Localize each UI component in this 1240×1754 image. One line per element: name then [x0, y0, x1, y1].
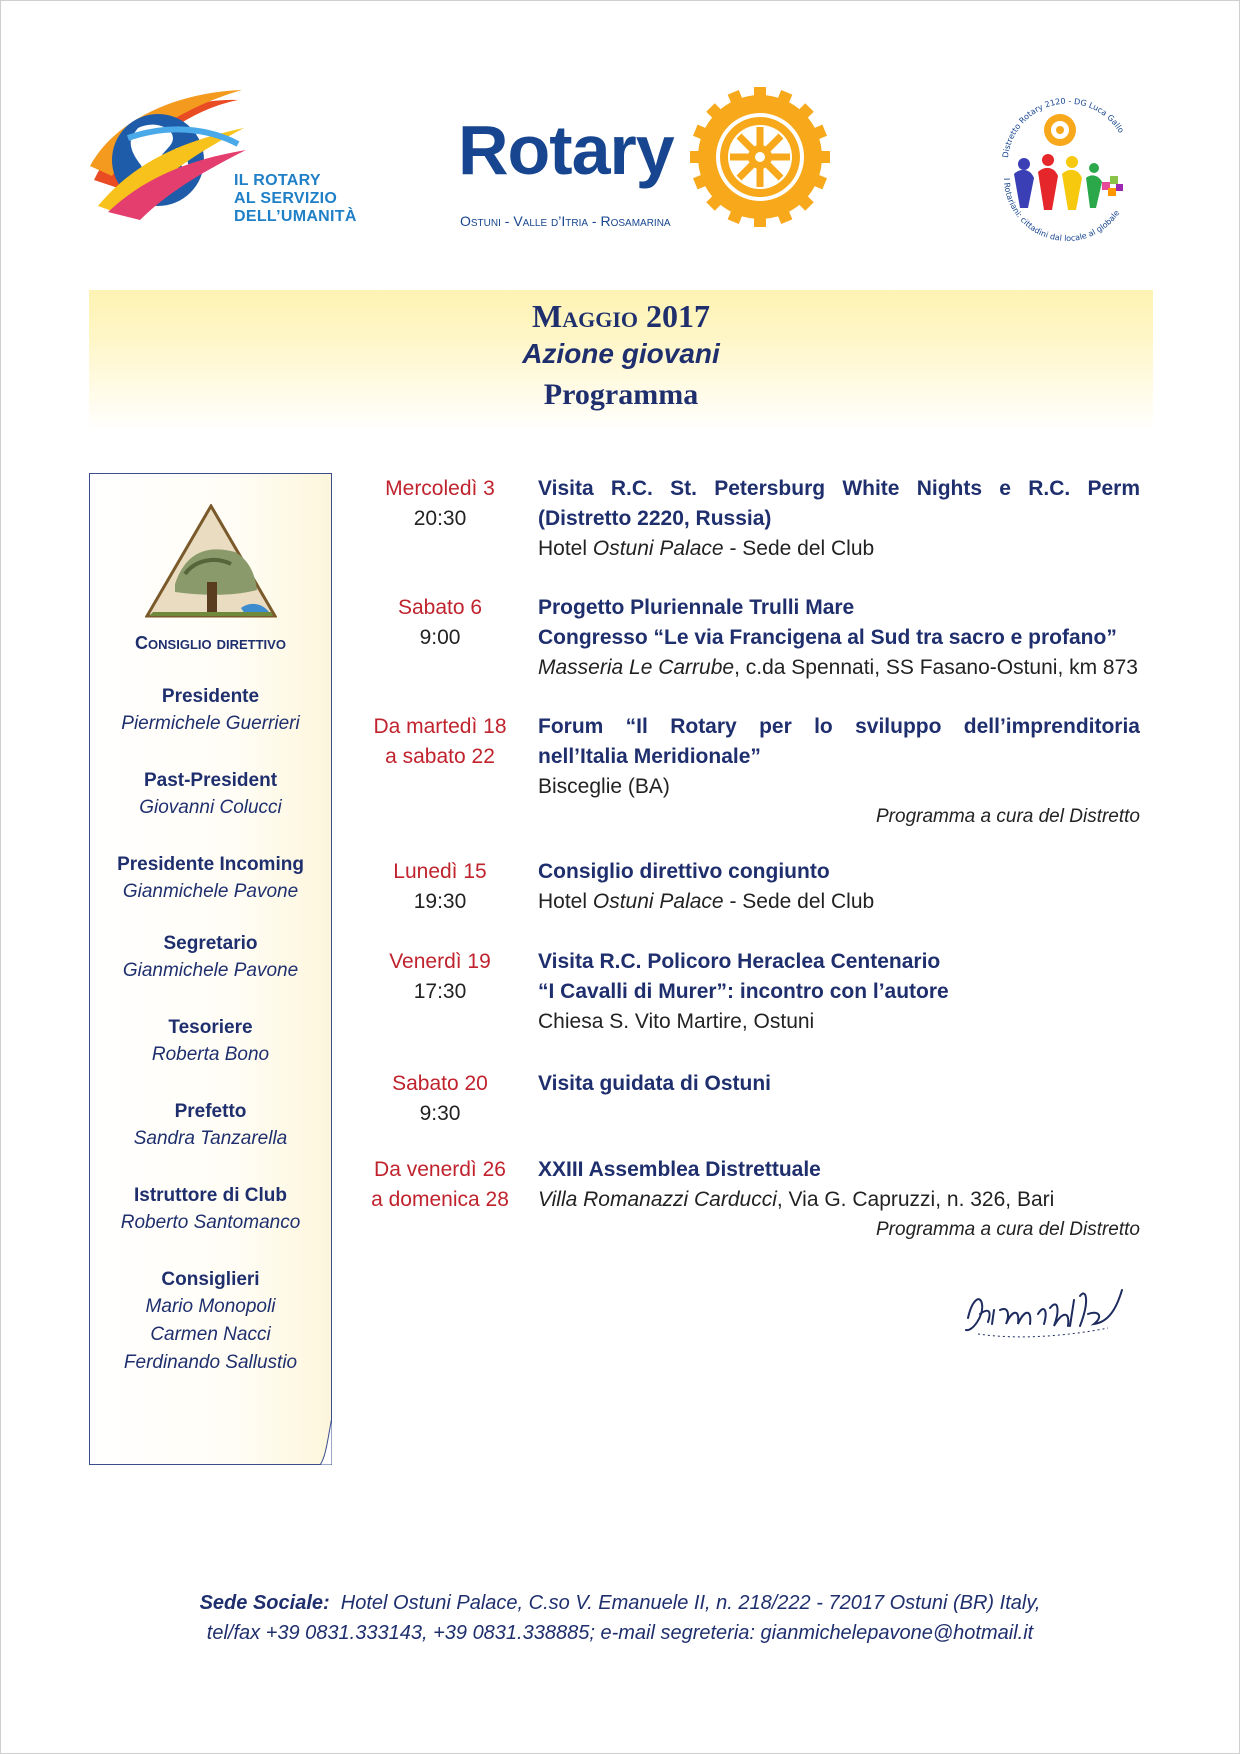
board-member-segretario — [90, 931, 331, 985]
title-month: Maggio 2017 — [532, 298, 710, 334]
event-place: Hotel Ostuni Palace - Sede del Club — [538, 537, 875, 560]
footer-line-1: Sede Sociale: Hotel Ostuni Palace, C.so V. Emanuele II, n. 218/222 - 72017 Ostuni (BR) Italy, — [199, 1592, 1041, 1614]
globe-icon — [88, 88, 248, 228]
event-date: Da martedì 18 — [373, 715, 507, 738]
member-role: Presidente — [161, 686, 260, 707]
rotary-club-logo — [455, 85, 835, 235]
board-member-presidente-incoming — [90, 852, 331, 906]
svg-text:Distretto Rotary 2120 - DG Luc: Distretto Rotary 2120 - DG Luca Gallo — [1000, 96, 1126, 159]
member-name: Carmen Nacci — [150, 1324, 271, 1345]
member-name: Mario Monopoli — [145, 1296, 276, 1317]
member-name: Roberto Santomanco — [120, 1212, 301, 1233]
event-time: 17:30 — [413, 980, 467, 1003]
event-time: 9:30 — [419, 1102, 461, 1125]
rotary-wordmark: Rotary — [458, 111, 674, 189]
event-place: Hotel Ostuni Palace - Sede del Club — [538, 890, 875, 913]
board-member-tesoriere — [90, 1015, 331, 1069]
member-name: Giovanni Colucci — [139, 797, 282, 818]
member-role: Segretario — [163, 933, 258, 954]
club-name: Ostuni - Valle d’Itria - Rosamarina — [460, 213, 671, 229]
event-title: XXIII Assemblea Distrettuale — [538, 1158, 821, 1181]
footer-label: Sede Sociale: — [199, 1592, 330, 1614]
member-role: Consiglieri — [161, 1269, 260, 1290]
member-name: Ferdinando Sallustio — [123, 1352, 298, 1373]
logo-tag-line-1: IL ROTARY — [234, 172, 321, 189]
member-name: Roberta Bono — [151, 1044, 270, 1065]
member-name: Gianmichele Pavone — [122, 960, 299, 981]
page-curl-icon — [320, 1417, 332, 1465]
signature — [958, 1270, 1128, 1350]
event-title: Consiglio direttivo congiunto — [538, 860, 830, 883]
event-note: Programma a cura del Distretto — [876, 806, 1140, 827]
olive-tree-triangle-icon — [145, 504, 277, 618]
event-date: Lunedì 15 — [393, 860, 487, 883]
event-subtitle: (Distretto 2220, Russia) — [538, 507, 772, 530]
event-date-end: a domenica 28 — [371, 1188, 509, 1211]
board-member-past-president — [90, 768, 331, 822]
event-time: 19:30 — [413, 890, 467, 913]
event-place: Chiesa S. Vito Martire, Ostuni — [538, 1010, 815, 1033]
footer-address — [0, 1588, 1240, 1648]
logo-tag-line-3: DELL’UMANITÀ — [234, 208, 357, 225]
event-title: Progetto Pluriennale Trulli Mare — [538, 596, 855, 619]
board-member-presidente — [90, 684, 331, 738]
event-place: Bisceglie (BA) — [538, 775, 670, 798]
event-date: Da venerdì 26 — [374, 1158, 506, 1181]
event-date: Venerdì 19 — [389, 950, 491, 973]
title-banner — [89, 290, 1153, 432]
board-member-prefetto — [90, 1099, 331, 1153]
event-date: Sabato 20 — [392, 1072, 488, 1095]
board-sidebar — [89, 473, 332, 1465]
board-heading: Consiglio direttivo — [135, 633, 286, 653]
event-note: Programma a cura del Distretto — [876, 1219, 1140, 1240]
event-time: 20:30 — [413, 507, 467, 530]
event-date: Mercoledì 3 — [385, 477, 495, 500]
rotary-humanity-logo — [88, 88, 368, 238]
member-name: Sandra Tanzarella — [133, 1128, 288, 1149]
event-time: 9:00 — [419, 626, 461, 649]
member-name: Piermichele Guerrieri — [121, 713, 300, 734]
member-role: Prefetto — [174, 1101, 247, 1122]
logo-tag-line-2: AL SERVIZIO — [234, 190, 338, 207]
rotary-wheel-icon — [690, 87, 830, 227]
district-emblem-icon — [990, 88, 1140, 258]
title-program: Programma — [543, 378, 699, 411]
member-role: Tesoriere — [168, 1017, 253, 1038]
board-member-consiglieri — [90, 1267, 331, 1377]
event-date: Sabato 6 — [397, 596, 483, 619]
event-title: Forum “Il Rotary per lo sviluppo dell’imprenditoria — [538, 715, 1140, 738]
event-place: Villa Romanazzi Carducci, Via G. Capruzzi, n. 326, Bari — [538, 1188, 1055, 1211]
board-member-istruttore — [90, 1183, 331, 1237]
event-subtitle: “I Cavalli di Murer”: incontro con l’autore — [538, 980, 949, 1003]
member-role: Istruttore di Club — [133, 1185, 288, 1206]
event-subtitle: Congresso “Le via Francigena al Sud tra sacro e profano” — [538, 626, 1117, 649]
event-place: Masseria Le Carrube, c.da Spennati, SS Fasano-Ostuni, km 873 — [538, 656, 1138, 679]
footer-line-2: tel/fax +39 0831.333143, +39 0831.338885; e-mail segreteria: gianmichelepavone@hotmail.it — [206, 1622, 1034, 1644]
member-name: Gianmichele Pavone — [122, 881, 299, 902]
event-subtitle: nell’Italia Meridionale” — [538, 745, 761, 768]
svg-text:I Rotariani: cittadini dal loc: I Rotariani: cittadini dal locale al globale — [1001, 177, 1122, 244]
event-title: Visita guidata di Ostuni — [538, 1072, 771, 1095]
title-theme: Azione giovani — [522, 338, 720, 369]
member-role: Presidente Incoming — [117, 854, 304, 875]
event-title: Visita R.C. Policoro Heraclea Centenario — [538, 950, 941, 973]
district-logo — [990, 88, 1140, 258]
event-title: Visita R.C. St. Petersburg White Nights e R.C. Perm — [538, 477, 1140, 500]
event-date-end: a sabato 22 — [385, 745, 495, 768]
member-role: Past-President — [143, 770, 278, 791]
